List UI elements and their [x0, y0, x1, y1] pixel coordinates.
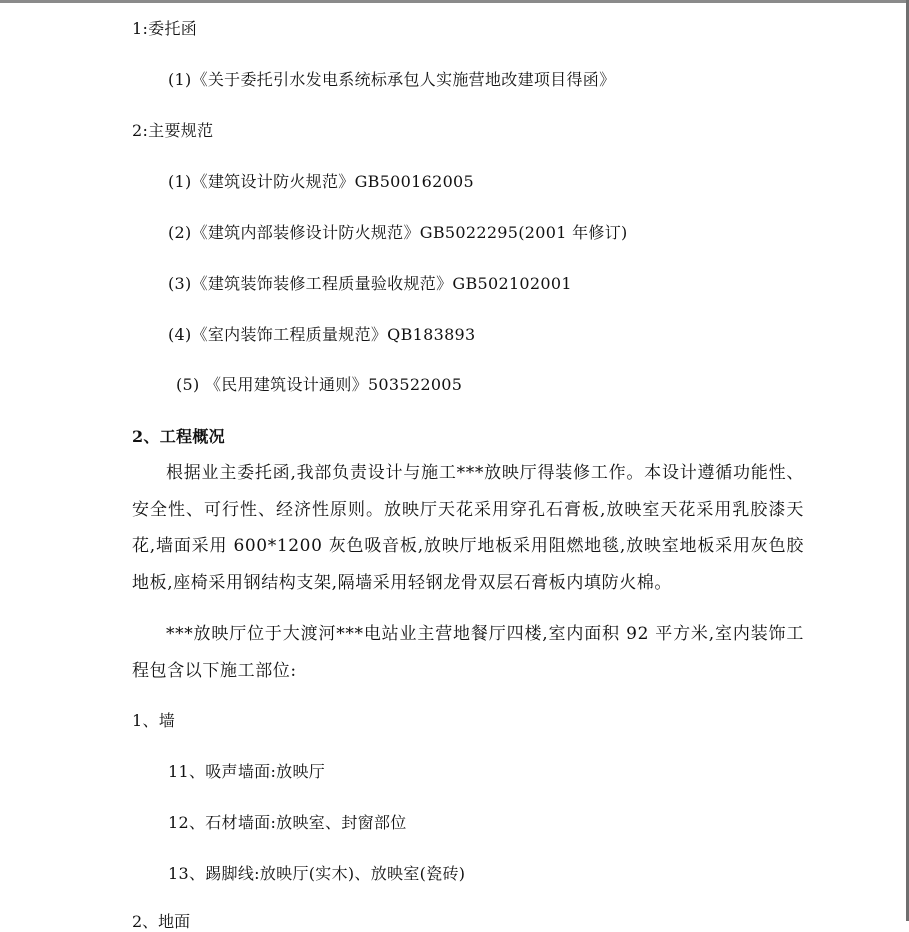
code-item-2: (2)《建筑内部装修设计防火规范》GB5022295(2001 年修订) [168, 223, 628, 242]
commission-heading: 1:委托函 [132, 19, 198, 38]
wall-item-1: 11、吸声墙面:放映厅 [168, 762, 326, 781]
floor-heading-partial: 2、地面 [132, 912, 191, 931]
overview-paragraph-2: ***放映厅位于大渡河***电站业主营地餐厅四楼,室内面积 92 平方米,室内装饰工程包含以下施工部位: [132, 624, 804, 681]
codes-heading: 2:主要规范 [132, 121, 214, 140]
commission-item-1: (1)《关于委托引水发电系统标承包人实施营地改建项目得函》 [168, 70, 616, 89]
overview-paragraph-1: 根据业主委托函,我部负责设计与施工***放映厅得装修工作。本设计遵循功能性、安全性、可行性、经济性原则。放映厅天花采用穿孔石膏板,放映室天花采用乳胶漆天花,墙面采用 600*1200 灰色吸音板,放映厅地板采用阻燃地毯,放映室地板采用灰色胶地板,座椅采用钢结构支架,隔墙采用轻钢龙骨双层石膏板内填防火棉。 [132, 463, 804, 593]
wall-item-2: 12、石材墙面:放映室、封窗部位 [168, 813, 407, 832]
code-item-1: (1)《建筑设计防火规范》GB500162005 [168, 172, 475, 191]
code-item-4: (4)《室内装饰工程质量规范》QB183893 [168, 325, 476, 344]
overview-heading: 2、工程概况 [132, 427, 225, 446]
wall-heading: 1、墙 [132, 711, 176, 730]
code-item-3: (3)《建筑装饰装修工程质量验收规范》GB502102001 [168, 274, 572, 293]
code-item-5: (5) 《民用建筑设计通则》503522005 [176, 375, 463, 394]
wall-item-3: 13、踢脚线:放映厅(实木)、放映室(瓷砖) [168, 864, 466, 883]
